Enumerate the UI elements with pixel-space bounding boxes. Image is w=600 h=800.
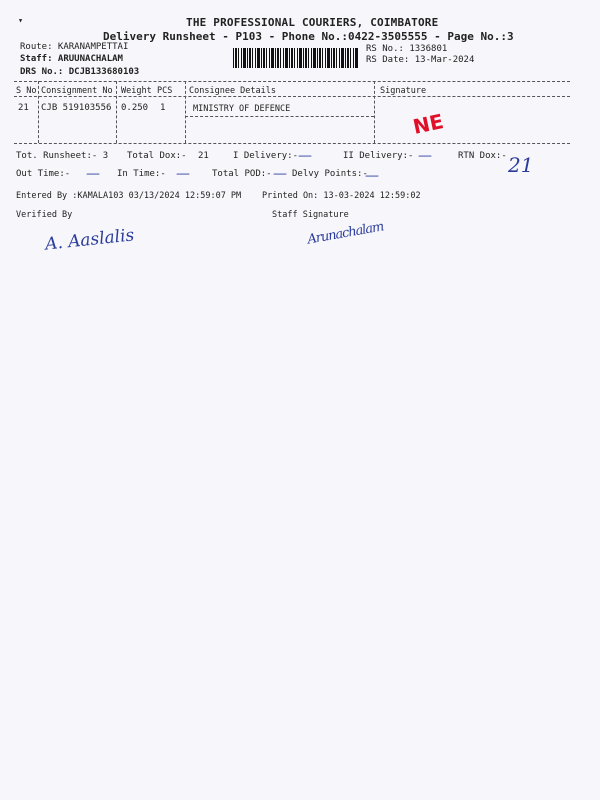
company-title: THE PROFESSIONAL COURIERS, COIMBATORE [186,16,439,29]
rs-date: RS Date: 13-Mar-2024 [366,55,475,65]
total-pod-label: Total POD:- [212,169,272,179]
ii-delivery-label: II Delivery:- [343,151,414,161]
col-header-pcs: PCS [157,86,173,96]
printed-on: Printed On: 13-03-2024 12:59:02 [262,191,421,201]
staff-signature-label: Staff Signature [272,210,349,220]
col-header-consignee: Consignee Details [189,86,276,96]
corner-mark: ▾ [18,16,24,26]
total-dox-label: Total Dox:- [127,151,187,161]
route-label: Route: KARANAMPETTAI [20,42,129,52]
table-inner-rule [185,116,374,117]
out-time-dash: — [86,166,100,182]
total-dox-value: 21 [198,151,209,161]
staff-label: Staff: ARUUNACHALAM [20,54,123,64]
verified-signature: A. Aaslalis [44,225,136,255]
row-sno: 21 [18,103,29,113]
col-header-consignment: Consignment No [41,86,113,96]
row-consignment-no: CJB 519103556 [41,103,112,113]
rs-number: RS No.: 1336801 [366,44,448,54]
col-header-sno: S No [16,86,37,96]
table-col-divider [38,81,39,143]
verified-by-label: Verified By [16,210,73,220]
i-delivery-dash: — [298,148,312,164]
table-header-rule [14,96,570,97]
tot-runsheet: Tot. Runsheet:- 3 [16,151,109,161]
row-consignee: MINISTRY OF DEFENCE [193,104,291,114]
runsheet-title: Delivery Runsheet - P103 - Phone No.:0422-3505555 - Page No.:3 [103,30,514,43]
out-time-label: Out Time:- [16,169,71,179]
staff-signature-scribble: Arunachalam [306,219,385,248]
total-pod-dash: — [273,166,287,182]
drs-number: DRS No.: DCJB133680103 [20,67,140,77]
ii-delivery-dash: — [418,148,432,164]
entered-by: Entered By :KAMALA103 03/13/2024 12:59:07 PM [16,191,242,201]
table-col-divider [374,81,375,143]
barcode [233,48,358,68]
row-pcs: 1 [160,103,166,113]
table-bottom-rule [14,143,570,144]
table-top-rule [14,81,570,82]
rtn-dox-label: RTN Dox:- [458,151,507,161]
table-col-divider [116,81,117,143]
rtn-dox-handwritten: 21 [508,153,534,177]
row-weight: 0.250 [121,103,149,113]
i-delivery-label: I Delivery:- [233,151,299,161]
col-header-weight: Weight [121,86,152,96]
in-time-dash: — [176,166,190,182]
row-signature-mark: NE [410,109,446,139]
table-col-divider [185,81,186,143]
in-time-label: In Time:- [117,169,166,179]
col-header-signature: Signature [380,86,427,96]
delvy-points-dash: — [365,168,379,184]
delvy-points-label: Delvy Points:- [292,169,368,179]
